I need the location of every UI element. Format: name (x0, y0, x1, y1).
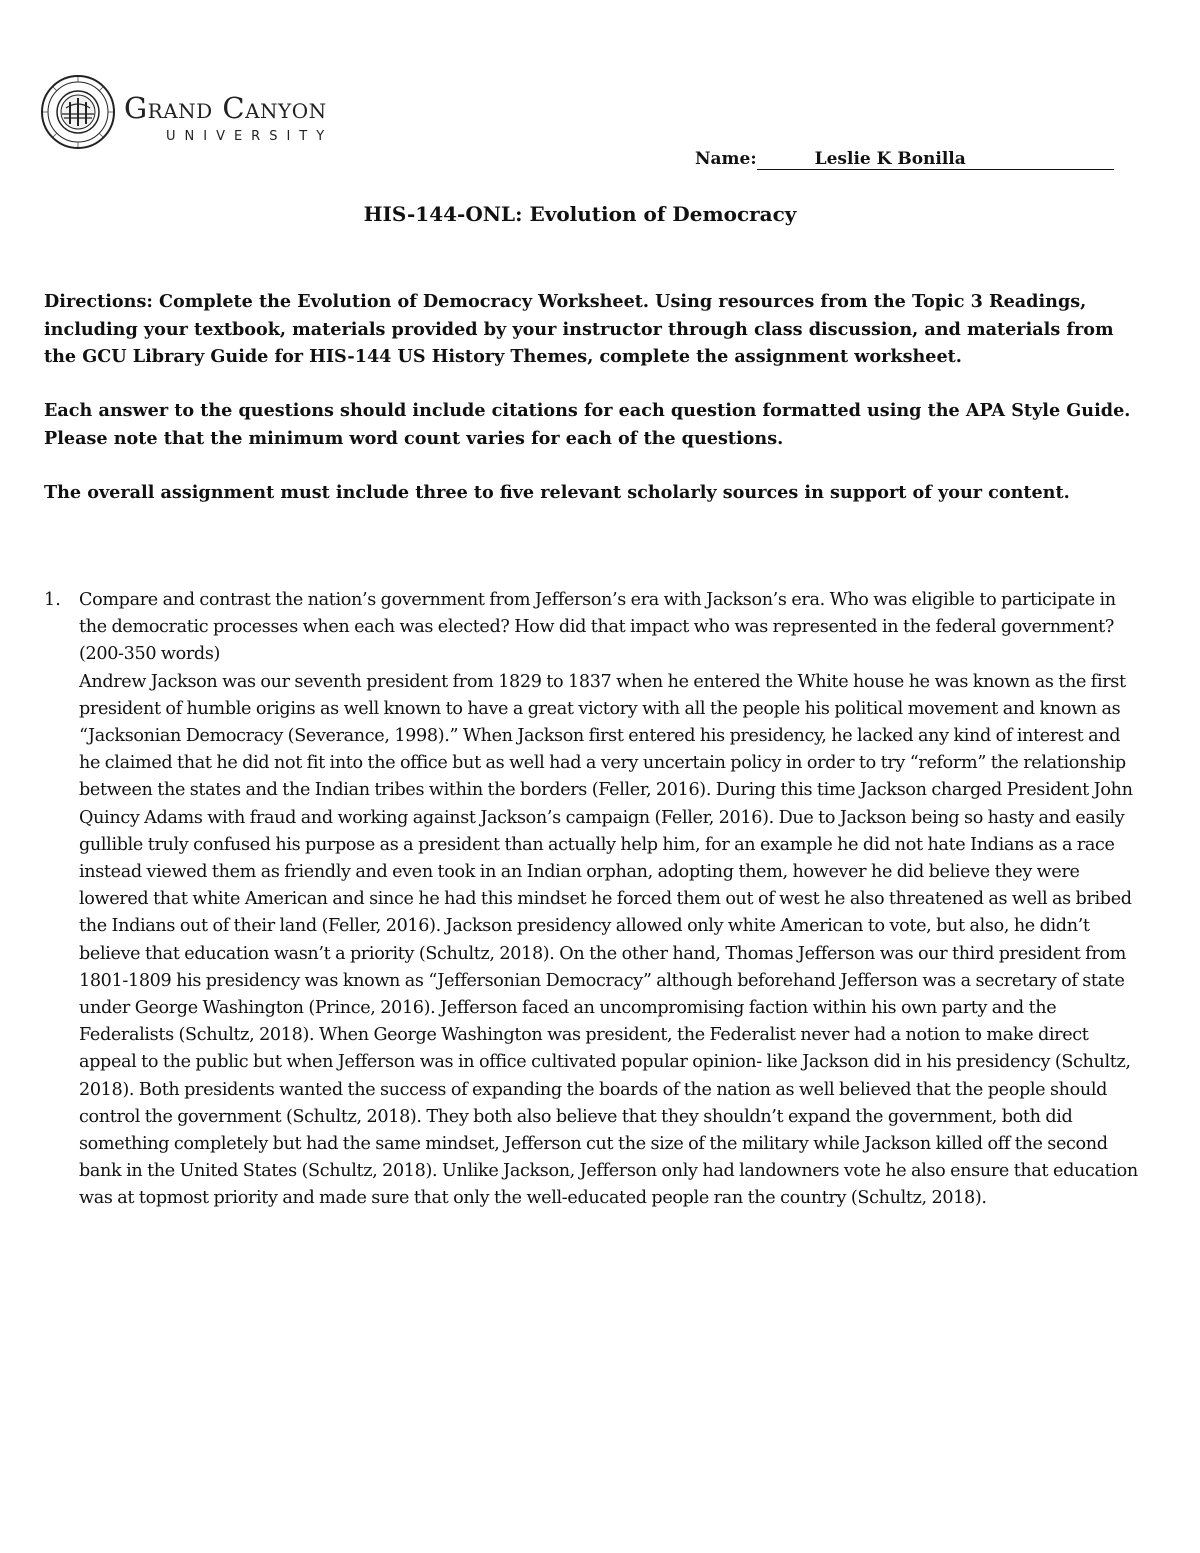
sources-instructions: The overall assignment must include three to five relevant scholarly sources in support of your content. (44, 482, 1070, 503)
name-label: Name: (695, 149, 757, 169)
student-name-line (695, 149, 1114, 170)
answer-text: Andrew Jackson was our seventh president from 1829 to 1837 when he entered the White house he was known as the first president of humble origins as well known to have a great victory with all the people his political movement and known as “Jacksonian Democracy (Severance, 1998).” When Jackson first entered his presidency, he lacked any kind of interest and he claimed that he did not fit into the office but as well had a very uncertain policy in order to try “reform” the relationship between the states and the Indian tribes within the borders (Feller, 2016). During this time Jackson charged President John Quincy Adams with fraud and working against Jackson’s campaign (Feller, 2016). Due to Jackson being so hasty and easily gullible truly confused his purpose as a president than actually help him, for an example he did not hate Indians as a race instead viewed them as friendly and even took in an Indian orphan, adopting them, however he did believe they were lowered that white American and since he had this mindset he forced them out of west he also threatened as well as bribed the Indians out of their land (Feller, 2016). Jackson presidency allowed only white American to vote, but also, he didn’t believe that education wasn’t a priority (Schultz, 2018). On the other hand, Thomas Jefferson was our third president from 1801-1809 his presidency was known as “Jeffersonian Democracy” although beforehand Jefferson was a secretary of state under George Washington (Prince, 2016). Jefferson faced an uncompromising faction within his own party and the Federalists (Schultz, 2018). When George Washington was president, the Federalist never had a notion to make direct appeal to the public but when Jefferson was in office cultivated popular opinion- like Jackson did in his presidency (Schultz, 2018). Both presidents wanted the success of expanding the boards of the nation as well believed that the people should control the government (Schultz, 2018). They both also believe that they shouldn’t expand the government, both did something completely but had the same mindset, Jefferson cut the size of the military while Jackson killed off the second bank in the United States (Schultz, 2018). Unlike Jackson, Jefferson only had landowners vote he also ensure that education was at topmost priority and made sure that only the well-educated people ran the country (Schultz, 2018). (79, 671, 1138, 1209)
university-seal-icon (40, 74, 116, 150)
university-name: Grand Canyon (124, 91, 327, 125)
question-body (79, 587, 1139, 1213)
directions-text: Directions: Complete the Evolution of Democracy Worksheet. Using resources from the Topic 3 Readings, including your textbook, materials provided by your instructor through class discussion, and materials from the GCU Library Guide for HIS-144 US History Themes, complete the assignment worksheet. (44, 291, 1114, 367)
university-logo (40, 74, 400, 154)
name-underline-lead (757, 151, 815, 170)
university-subname: UNIVERSITY (166, 129, 334, 144)
citation-instructions: Each answer to the questions should include citations for each question formatted using the APA Style Guide. Please note that the minimum word count varies for each of the questions. (44, 400, 1131, 449)
student-name-value: Leslie K Bonilla (814, 149, 966, 169)
question-number: 1. (44, 590, 61, 610)
question-prompt: Compare and contrast the nation’s government from Jefferson’s era with Jackson’s era. Who was eligible to participate in the democratic processes when each was elected? How did that impact who was represented in the federal government? (200-350 words) (79, 590, 1116, 665)
page-title: HIS-144-ONL: Evolution of Democracy (363, 202, 797, 226)
name-underline-tail (966, 151, 1114, 170)
